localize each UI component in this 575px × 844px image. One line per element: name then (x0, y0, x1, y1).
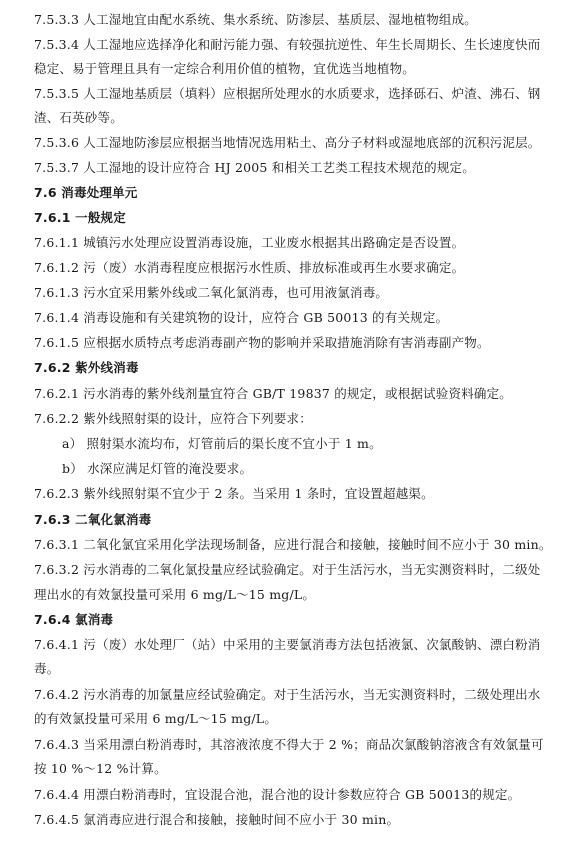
list-item-b: b） 水深应满足灯管的淹没要求。 (62, 461, 253, 476)
clause-7-6-4-1: 7.6.4.1 污（废）水处理厂（站）中采用的主要氯消毒方法包括液氯、次氯酸钠、漂白粉消 (34, 637, 541, 652)
clause-7-6-1-1: 7.6.1.1 城镇污水处理应设置消毒设施，工业废水根据其出路确定是否设置。 (34, 235, 465, 250)
clause-7-6-4-5: 7.6.4.5 氯消毒应进行混合和接触，接触时间不应小于 30 min。 (34, 812, 400, 827)
clause-7-6-3-2-cont: 理出水的有效氯投量可采用 6 mg/L～15 mg/L。 (34, 587, 316, 602)
list-item-a: a） 照射渠水流均布，灯管前后的渠长度不宜小于 1 m。 (62, 436, 382, 451)
subsection-heading-7-6-4: 7.6.4 氯消毒 (34, 612, 114, 627)
clause-7-6-4-3-cont: 按 10 %～12 %计算。 (34, 761, 167, 776)
clause-7-6-1-4: 7.6.1.4 消毒设施和有关建筑物的设计，应符合 GB 50013 的有关规定。 (34, 310, 449, 325)
clause-7-5-3-5: 7.5.3.5 人工湿地基质层（填料）应根据所处理水的水质要求，选择砾石、炉渣、沸石、钢 (34, 86, 541, 101)
clause-7-5-3-7: 7.5.3.7 人工湿地的设计应符合 HJ 2005 和相关工艺类工程技术规范的规定。 (34, 160, 475, 175)
clause-7-6-3-1: 7.6.3.1 二氧化氯宜采用化学法现场制备，应进行混合和接触，接触时间不应小于 30 min。 (34, 537, 552, 552)
clause-7-5-3-3: 7.5.3.3 人工湿地宜由配水系统、集水系统、防渗层、基质层、湿地植物组成。 (34, 12, 478, 27)
clause-7-6-2-2: 7.6.2.2 紫外线照射渠的设计，应符合下列要求： (34, 411, 312, 426)
clause-7-6-1-2: 7.6.1.2 污（废）水消毒程度应根据污水性质、排放标准或再生水要求确定。 (34, 260, 465, 275)
subsection-heading-7-6-1: 7.6.1 一般规定 (34, 210, 126, 225)
clause-7-6-1-5: 7.6.1.5 应根据水质特点考虑消毒副产物的影响并采取措施消除有害消毒副产物。 (34, 335, 490, 350)
clause-7-5-3-4-cont: 稳定、易于管理且具有一定综合利用价值的植物，宜优选当地植物。 (34, 61, 416, 76)
clause-7-6-3-2: 7.6.3.2 污水消毒的二氧化氯投量应经试验确定。对于生活污水，当无实测资料时，二级处 (34, 562, 541, 577)
section-heading-7-6: 7.6 消毒处理单元 (34, 185, 138, 200)
clause-7-6-4-2: 7.6.4.2 污水消毒的加氯量应经试验确定。对于生活污水，当无实测资料时，二级处理出水 (34, 687, 541, 702)
clause-7-5-3-4: 7.5.3.4 人工湿地应选择净化和耐污能力强、有较强抗逆性、年生长周期长、生长速度快而 (34, 37, 541, 52)
clause-7-5-3-5-cont: 渣、石英砂等。 (34, 110, 123, 125)
clause-7-6-4-3: 7.6.4.3 当采用漂白粉消毒时，其溶液浓度不得大于 2 %；商品次氯酸钠溶液含有效氯量可 (34, 737, 544, 752)
clause-7-6-4-2-cont: 的有效氯投量可采用 6 mg/L～15 mg/L。 (34, 711, 278, 726)
clause-7-6-4-1-cont: 毒。 (34, 661, 60, 676)
clause-7-6-2-3: 7.6.2.3 紫外线照射渠不宜少于 2 条。当采用 1 条时，宜设置超越渠。 (34, 486, 434, 501)
subsection-heading-7-6-3: 7.6.3 二氧化氯消毒 (34, 512, 152, 527)
clause-7-5-3-6: 7.5.3.6 人工湿地防渗层应根据当地情况选用粘土、高分子材料或湿地底部的沉积污泥层。 (34, 135, 541, 150)
clause-7-6-1-3: 7.6.1.3 污水宜采用紫外线或二氧化氯消毒，也可用液氯消毒。 (34, 285, 389, 300)
clause-7-6-2-1: 7.6.2.1 污水消毒的紫外线剂量宜符合 GB/T 19837 的规定，或根据试验资料确定。 (34, 386, 513, 401)
clause-7-6-4-4: 7.6.4.4 用漂白粉消毒时，宜设混合池，混合池的设计参数应符合 GB 50013的规定。 (34, 787, 521, 802)
subsection-heading-7-6-2: 7.6.2 紫外线消毒 (34, 360, 139, 375)
